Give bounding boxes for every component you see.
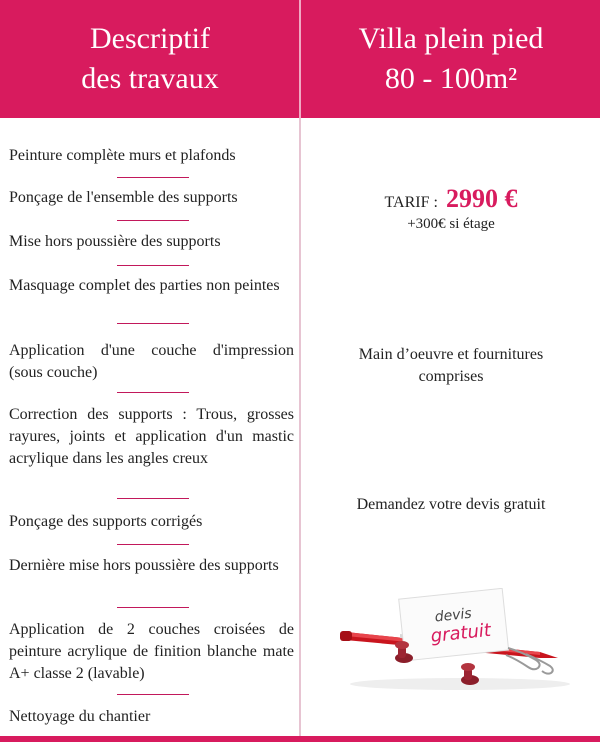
quote-cta-text: Demandez votre devis gratuit (356, 496, 546, 513)
tarif-note: +300€ si étage (407, 216, 495, 232)
separator (117, 323, 189, 324)
header-right-title: Villa plein pied 80 - 100m² (358, 21, 544, 95)
list-item: Peinture complète murs et plafonds (9, 147, 236, 164)
list-item: Ponçage des supports corrigés (9, 513, 203, 530)
quote-illustration (340, 588, 580, 698)
labour-supplies-text: Main d’oeuvre et fournitures comprises (358, 346, 544, 385)
bottom-bar (0, 736, 600, 742)
pushpin-icon (461, 663, 479, 685)
separator (117, 220, 189, 221)
list-item: Application d'une couche d'impression (sous couche) (9, 342, 294, 381)
list-item: Masquage complet des parties non peintes (9, 277, 280, 294)
card-line-1: devis (433, 605, 473, 626)
list-item: Mise hors poussière des supports (9, 233, 221, 250)
separator (117, 544, 189, 545)
tarif-price: 2990 € (445, 184, 518, 213)
header-left-title: Descriptif des travaux (81, 21, 219, 95)
separator (117, 265, 189, 266)
list-item: Dernière mise hors poussière des supports (9, 557, 279, 574)
separator (117, 392, 189, 393)
separator (117, 694, 189, 695)
shadow (350, 678, 570, 690)
tarif-block (302, 184, 600, 233)
card-line-2: gratuit (429, 619, 492, 647)
separator (117, 498, 189, 499)
list-item: Application de 2 couches croisées de peinture acrylique de finition blanche mate A+ classe 2 (lavable) (9, 621, 294, 682)
tarif-label: TARIF : (384, 194, 438, 211)
header-divider (299, 0, 301, 118)
list-item: Nettoyage du chantier (9, 708, 151, 725)
list-item: Correction des supports : Trous, grosses rayures, joints et application d'un mastic acrylique dans les angles creux (9, 406, 294, 467)
list-item: Ponçage de l'ensemble des supports (9, 189, 238, 206)
devis-card (399, 588, 509, 661)
separator (117, 177, 189, 178)
separator (117, 607, 189, 608)
